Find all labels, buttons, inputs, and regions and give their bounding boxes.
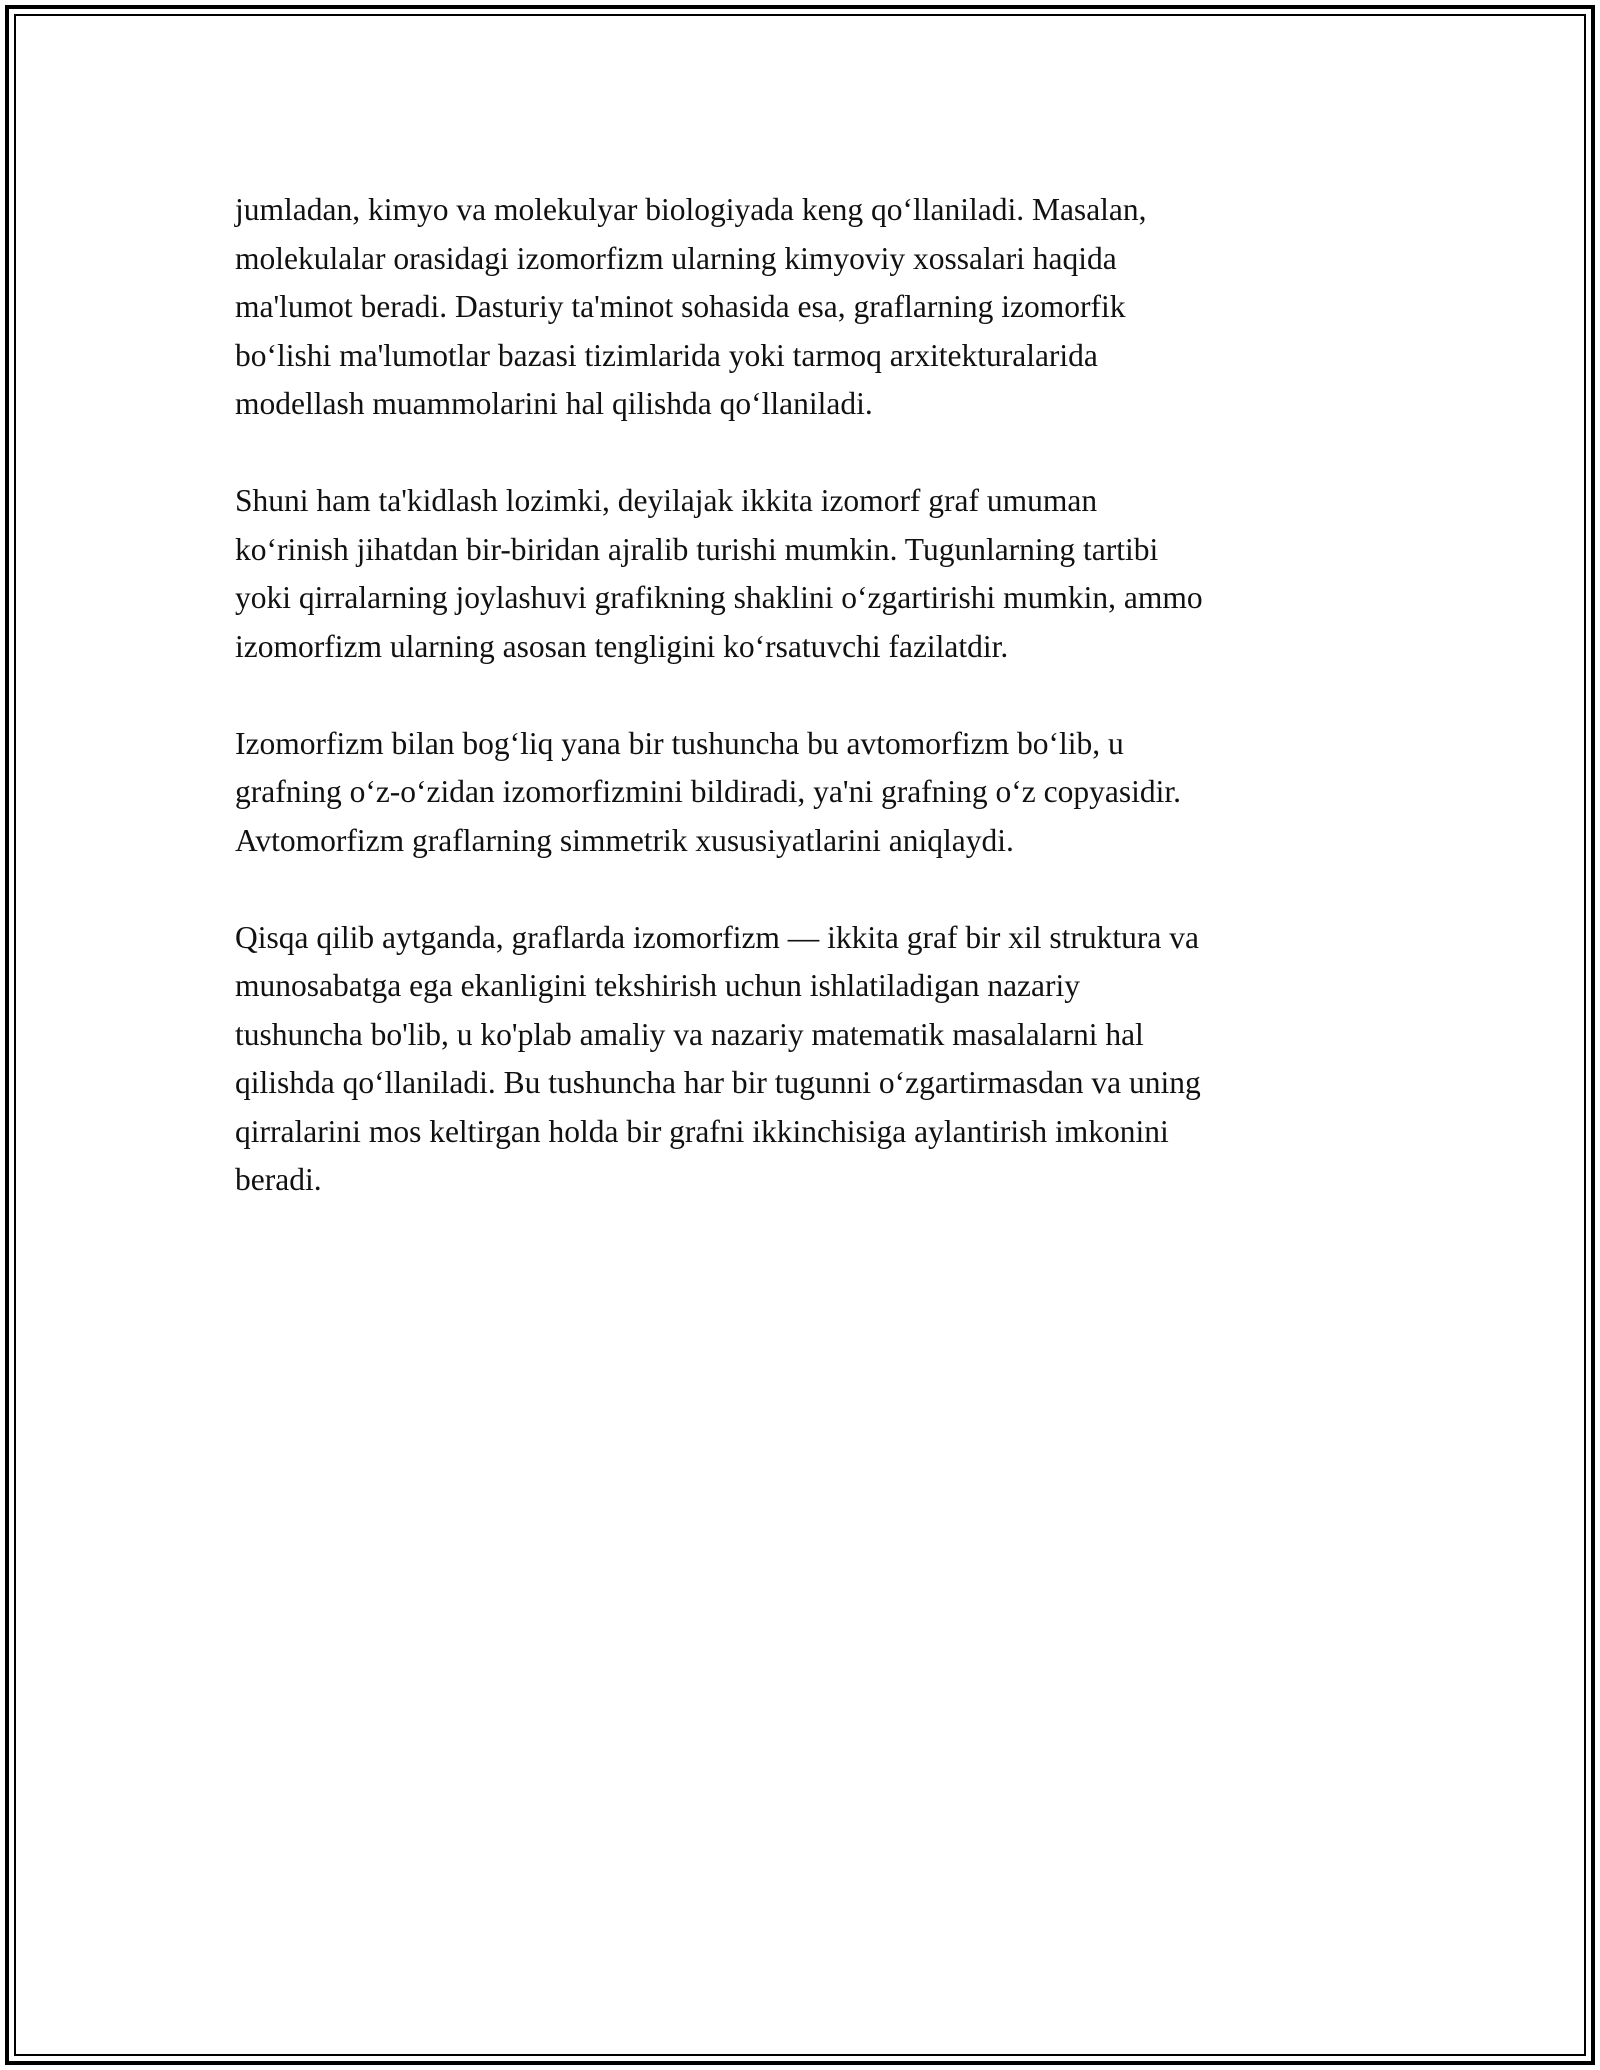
paragraph-appearance	[235, 477, 1375, 671]
text-line: molekulalar orasidagi izomorfizm ularning kimyoviy xossalari haqida	[235, 240, 1117, 276]
text-line: jumladan, kimyo va molekulyar biologiyada keng qo‘llaniladi. Masalan,	[235, 192, 1147, 227]
text-line: ma'lumot beradi. Dasturiy ta'minot sohasida esa, graflarning izomorfik	[235, 289, 1126, 324]
text-line: Qisqa qilib aytganda, graflarda izomorfizm — ikkita graf bir xil struktura va	[235, 919, 1199, 955]
paragraph-summary	[235, 914, 1375, 1205]
text-line: Avtomorfizm graflarning simmetrik xususiyatlarini aniqlaydi.	[235, 822, 1014, 858]
text-line: izomorfizm ularning asosan tengligini ko‘rsatuvchi fazilatdir.	[235, 628, 1009, 664]
text-line: bo‘lishi ma'lumotlar bazasi tizimlarida yoki tarmoq arxitekturalarida	[235, 337, 1098, 373]
page-body	[235, 186, 1375, 1253]
text-line: grafning o‘z-o‘zidan izomorfizmini bildiradi, ya'ni grafning o‘z copyasidir.	[235, 774, 1181, 809]
text-line: tushuncha bo'lib, u ko'plab amaliy va nazariy matematik masalalarni hal	[235, 1016, 1144, 1052]
text-line: Izomorfizm bilan bog‘liq yana bir tushuncha bu avtomorfizm bo‘lib, u	[235, 725, 1124, 761]
text-line: qilishda qo‘llaniladi. Bu tushuncha har bir tugunni o‘zgartirmasdan va uning	[235, 1065, 1201, 1100]
text-line: Shuni ham ta'kidlash lozimki, deyilajak ikkita izomorf graf umuman	[235, 483, 1098, 518]
paragraph-applications	[235, 186, 1375, 429]
text-line: qirralarini mos keltirgan holda bir grafni ikkinchisiga aylantirish imkonini	[235, 1113, 1169, 1149]
text-line: modellash muammolarini hal qilishda qo‘llaniladi.	[235, 386, 873, 421]
text-line: munosabatga ega ekanligini tekshirish uchun ishlatiladigan nazariy	[235, 968, 1081, 1003]
paragraph-automorphism	[235, 720, 1375, 866]
text-line: yoki qirralarning joylashuvi grafikning shaklini o‘zgartirishi mumkin, ammo	[235, 580, 1203, 615]
text-line: beradi.	[235, 1162, 322, 1197]
text-line: ko‘rinish jihatdan bir-biridan ajralib turishi mumkin. Tugunlarning tartibi	[235, 531, 1159, 567]
